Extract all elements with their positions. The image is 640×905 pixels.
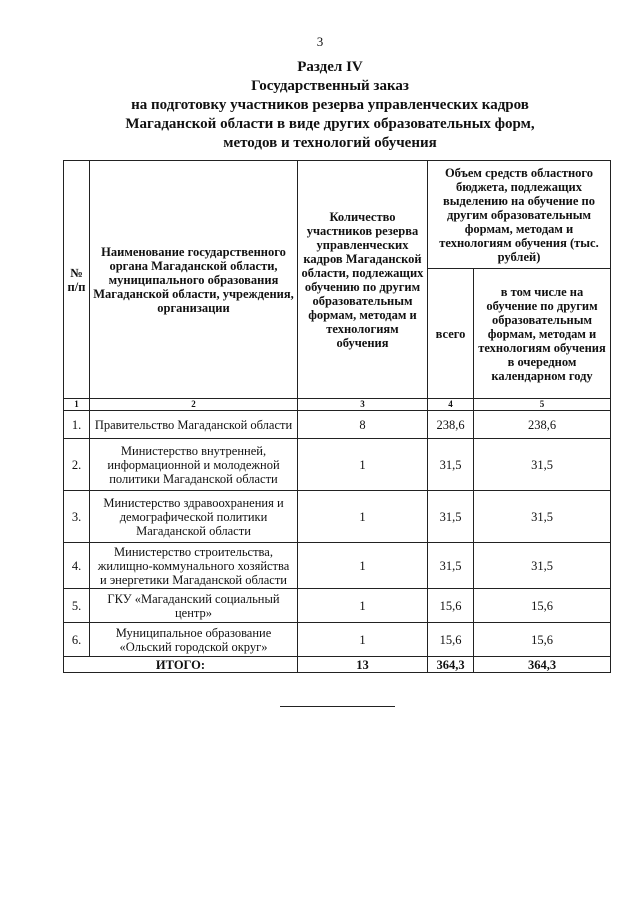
totals-year: 364,3 <box>474 657 611 673</box>
row-total: 15,6 <box>428 623 474 657</box>
row-year: 238,6 <box>474 411 611 439</box>
table-row <box>64 543 611 589</box>
header-row <box>64 161 611 269</box>
row-num: 3. <box>64 491 90 543</box>
row-num: 6. <box>64 623 90 657</box>
header-total: всего <box>428 269 474 399</box>
table-row <box>64 491 611 543</box>
section-heading <box>60 58 600 153</box>
column-index: 5 <box>474 399 611 411</box>
row-count: 1 <box>298 623 428 657</box>
row-total: 238,6 <box>428 411 474 439</box>
row-name: Министерство внутренней, информационной и молодежной политики Магаданской области <box>90 439 298 491</box>
row-name: Министерство здравоохранения и демографической политики Магаданской области <box>90 491 298 543</box>
row-name: Муниципальное образование «Ольский городской округ» <box>90 623 298 657</box>
header-count: Количество участников резерва управленческих кадров Магаданской области, подлежащих обучению по другим образовательным формам, методам и технологиям обучения <box>298 161 428 399</box>
row-name: Правительство Магаданской области <box>90 411 298 439</box>
row-name: ГКУ «Магаданский социальный центр» <box>90 589 298 623</box>
column-index: 2 <box>90 399 298 411</box>
row-year: 31,5 <box>474 491 611 543</box>
header-funds: Объем средств областного бюджета, подлежащих выделению на обучение по другим образовательным формам, методам и технологиям обучения (тыс. рублей) <box>428 161 611 269</box>
table-row <box>64 411 611 439</box>
row-num: 2. <box>64 439 90 491</box>
column-index: 3 <box>298 399 428 411</box>
row-total: 31,5 <box>428 439 474 491</box>
row-year: 15,6 <box>474 589 611 623</box>
column-index: 1 <box>64 399 90 411</box>
state-order-table <box>63 160 611 673</box>
row-count: 1 <box>298 491 428 543</box>
row-total: 31,5 <box>428 491 474 543</box>
row-name: Министерство строительства, жилищно-коммунального хозяйства и энергетики Магаданской области <box>90 543 298 589</box>
heading-line-4: Магаданской области в виде других образовательных форм, <box>125 116 535 132</box>
totals-total: 364,3 <box>428 657 474 673</box>
heading-line-2: Государственный заказ <box>251 78 409 94</box>
row-num: 4. <box>64 543 90 589</box>
header-name: Наименование государственного органа Магаданской области, муниципального образования Магаданской области, учреждения, организации <box>90 161 298 399</box>
table-row <box>64 589 611 623</box>
row-total: 31,5 <box>428 543 474 589</box>
table-row <box>64 623 611 657</box>
row-year: 15,6 <box>474 623 611 657</box>
row-count: 1 <box>298 543 428 589</box>
column-index: 4 <box>428 399 474 411</box>
totals-label: ИТОГО: <box>64 657 298 673</box>
row-year: 31,5 <box>474 543 611 589</box>
column-index-row <box>64 399 611 411</box>
row-count: 1 <box>298 439 428 491</box>
row-count: 1 <box>298 589 428 623</box>
heading-line-1: Раздел IV <box>297 59 363 75</box>
row-num: 1. <box>64 411 90 439</box>
heading-line-5: методов и технологий обучения <box>223 135 437 151</box>
row-total: 15,6 <box>428 589 474 623</box>
page-number: 3 <box>316 34 324 49</box>
footer-divider <box>280 706 395 707</box>
heading-line-3: на подготовку участников резерва управленческих кадров <box>131 97 529 113</box>
row-count: 8 <box>298 411 428 439</box>
header-num: № п/п <box>64 161 90 399</box>
row-num: 5. <box>64 589 90 623</box>
table-row <box>64 439 611 491</box>
totals-count: 13 <box>298 657 428 673</box>
totals-row <box>64 657 611 673</box>
row-year: 31,5 <box>474 439 611 491</box>
header-current-year: в том числе на обучение по другим образовательным формам, методам и технологиям обучения в очередном календарном году <box>474 269 611 399</box>
